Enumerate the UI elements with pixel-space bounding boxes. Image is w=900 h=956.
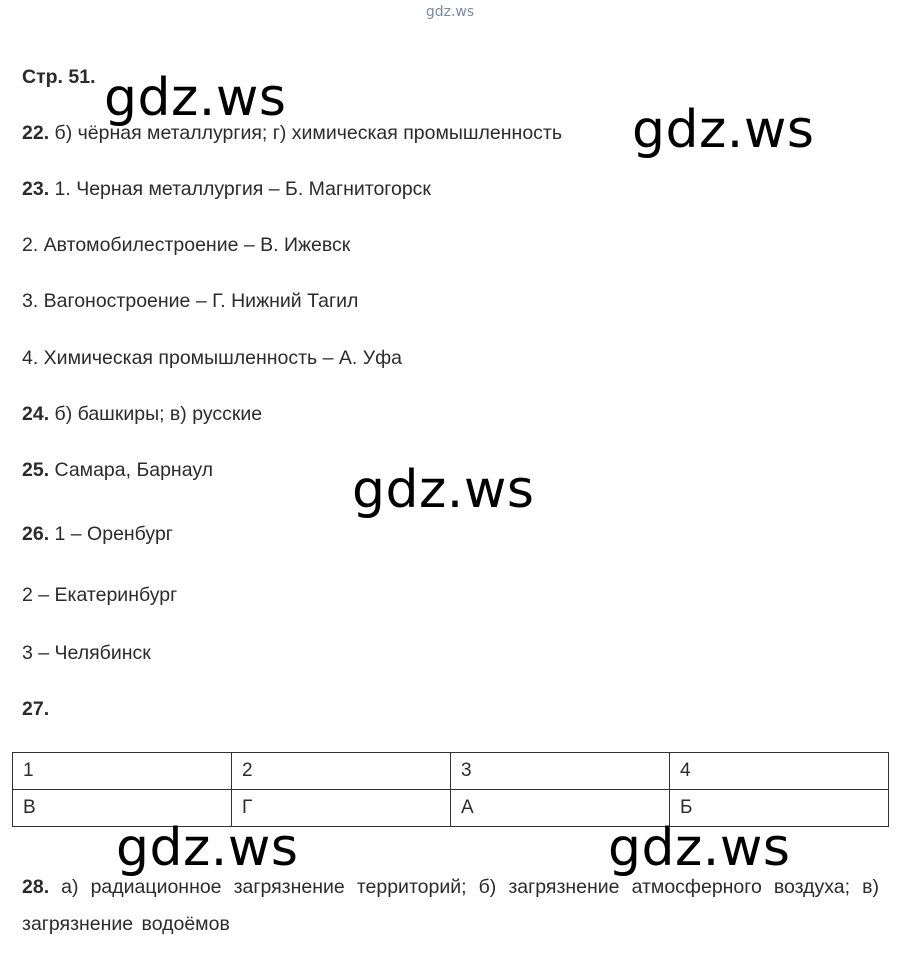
table-cell: Б <box>670 790 889 827</box>
answer-number: 22. <box>22 122 50 144</box>
page-heading: Стр. 51. <box>22 66 96 88</box>
answer-number: 24. <box>22 403 50 425</box>
answer-26-item-3: 3 – Челябинск <box>22 642 151 664</box>
answer-text: 1. Черная металлургия – Б. Магнитогорск <box>49 178 431 200</box>
table-cell: 3 <box>451 753 670 790</box>
answer-text: Самара, Барнаул <box>49 459 214 481</box>
table-cell: 4 <box>670 753 889 790</box>
table-cell: А <box>451 790 670 827</box>
answer-number: 25. <box>22 459 50 481</box>
watermark: gdz.ws <box>608 818 791 878</box>
answer-23 <box>22 180 431 200</box>
answer-number: 23. <box>22 178 50 200</box>
answer-23-item-3: 3. Вагоностроение – Г. Нижний Тагил <box>22 290 359 312</box>
watermark: gdz.ws <box>104 68 287 128</box>
table-row <box>13 753 889 790</box>
answer-26 <box>22 525 173 545</box>
answer-number: 28. <box>22 876 50 898</box>
table-cell: Г <box>232 790 451 827</box>
answer-24 <box>22 405 262 425</box>
table-cell: 1 <box>13 753 232 790</box>
answer-25 <box>22 461 213 481</box>
watermark: gdz.ws <box>352 460 535 520</box>
answer-28 <box>22 869 879 943</box>
answer-23-item-4: 4. Химическая промышленность – А. Уфа <box>22 347 402 369</box>
answer-text: а) радиационное загрязнение территорий; б) загрязнение атмосферного воздуха; в) загрязнение водоёмов <box>22 876 879 935</box>
answer-23-item-2: 2. Автомобилестроение – В. Ижевск <box>22 234 351 256</box>
table-cell: 2 <box>232 753 451 790</box>
answer-26-item-2: 2 – Екатеринбург <box>22 584 178 606</box>
answer-27: 27. <box>22 698 50 720</box>
answer-22 <box>22 124 562 144</box>
header-watermark: gdz.ws <box>425 4 475 20</box>
watermark: gdz.ws <box>116 818 299 878</box>
answer-27-table <box>12 752 889 827</box>
answer-number: 26. <box>22 523 50 545</box>
answer-text: б) чёрная металлургия; г) химическая промышленность <box>49 122 563 144</box>
answer-text: б) башкиры; в) русские <box>49 403 263 425</box>
answer-text: 1 – Оренбург <box>49 523 173 545</box>
table-cell: В <box>13 790 232 827</box>
watermark: gdz.ws <box>632 100 815 160</box>
